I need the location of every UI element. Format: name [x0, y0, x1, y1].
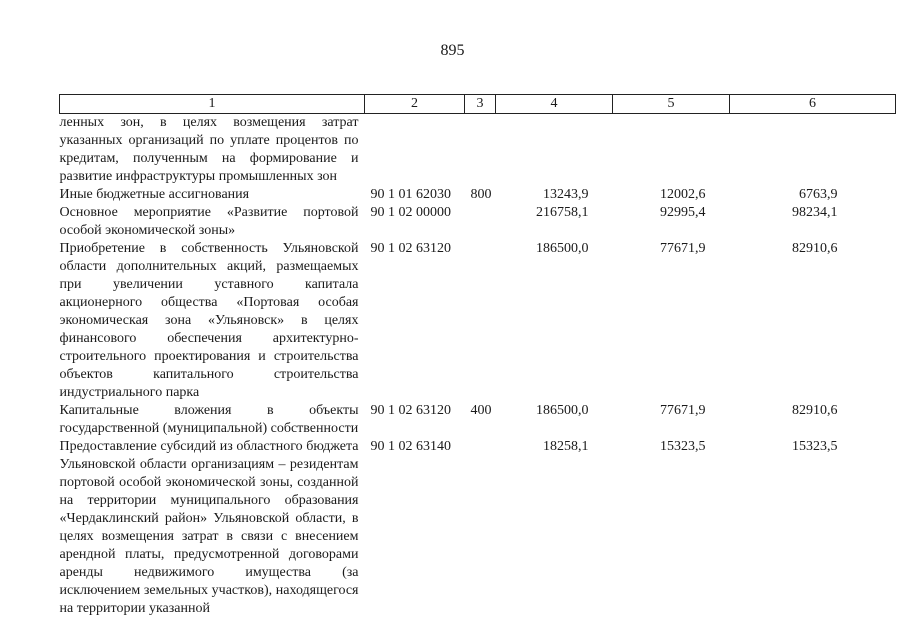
- header-col-4: 4: [496, 95, 613, 114]
- row-value-col4: 216758,1: [536, 205, 589, 220]
- row-code: [365, 114, 465, 187]
- row-description: Основное мероприятие «Развитие портовой особой экономической зоны»: [59, 205, 359, 238]
- row-code: 90 1 01 62030: [370, 187, 451, 202]
- row-expense-type: [465, 240, 496, 402]
- row-expense-type: [465, 438, 496, 618]
- table-row: [60, 402, 896, 438]
- row-value-col5: 77671,9: [660, 241, 706, 256]
- budget-table: [59, 94, 896, 618]
- row-value-col4: [496, 114, 613, 187]
- header-row: [60, 95, 896, 114]
- row-description: Предоставление субсидий из областного бюджета Ульяновской области организациям – резидентам портовой особой экономической зоны, созданной на территории муниципального образования «Чердаклинский район» Ульяновской области, в целях возмещения затрат в связи с внесением арендной платы, предусмотренной договорами аренды недвижимого имущества (за исключением земельных участков), находящегося на территории указанной: [59, 439, 359, 616]
- row-value-col6: 98234,1: [792, 205, 838, 220]
- row-description: Капитальные вложения в объекты государственной (муниципальной) собственности: [59, 403, 359, 436]
- row-code: 90 1 02 63120: [370, 241, 451, 256]
- header-col-5: 5: [613, 95, 730, 114]
- row-value-col5: 12002,6: [660, 187, 706, 202]
- header-col-3: 3: [465, 95, 496, 114]
- row-description: Иные бюджетные ассигнования: [59, 187, 250, 202]
- table-row: [60, 240, 896, 402]
- row-code: 90 1 02 63120: [370, 403, 451, 418]
- row-expense-type: 800: [470, 187, 492, 202]
- header-col-1: 1: [60, 95, 365, 114]
- header-col-6: 6: [730, 95, 896, 114]
- row-value-col6: 82910,6: [792, 241, 838, 256]
- row-value-col5: 77671,9: [660, 403, 706, 418]
- row-value-col6: 15323,5: [792, 439, 838, 454]
- table-row: [60, 204, 896, 240]
- table-row: [60, 114, 896, 187]
- row-expense-type: [465, 114, 496, 187]
- row-code: 90 1 02 63140: [370, 439, 451, 454]
- page-number: 895: [440, 42, 465, 59]
- table-row: [60, 438, 896, 618]
- row-value-col5: 15323,5: [660, 439, 706, 454]
- row-value-col6: 82910,6: [792, 403, 838, 418]
- row-value-col4: 186500,0: [536, 403, 589, 418]
- table-row: [60, 186, 896, 204]
- row-value-col6: 6763,9: [799, 187, 838, 202]
- row-description: Приобретение в собственность Ульяновской области дополнительных акций, размещаемых при увеличении уставного капитала акционерного общества «Портовая особая экономическая зона «Ульяновск» в целях финансового обеспечения архитектурно-строительного проектирования и строительства объектов капитального строительства индустриального парка: [59, 241, 359, 400]
- row-description: ленных зон, в целях возмещения затрат указанных организаций по уплате процентов по кредитам, полученным на формирование и развитие инфраструктуры промышленных зон: [59, 115, 359, 184]
- row-value-col4: 18258,1: [543, 439, 589, 454]
- row-value-col5: [613, 114, 730, 187]
- header-col-2: 2: [365, 95, 465, 114]
- row-code: 90 1 02 00000: [370, 205, 451, 220]
- row-value-col6: [730, 114, 896, 187]
- row-value-col4: 13243,9: [543, 187, 589, 202]
- row-value-col4: 186500,0: [536, 241, 589, 256]
- row-value-col5: 92995,4: [660, 205, 706, 220]
- row-expense-type: [465, 204, 496, 240]
- row-expense-type: 400: [470, 403, 492, 418]
